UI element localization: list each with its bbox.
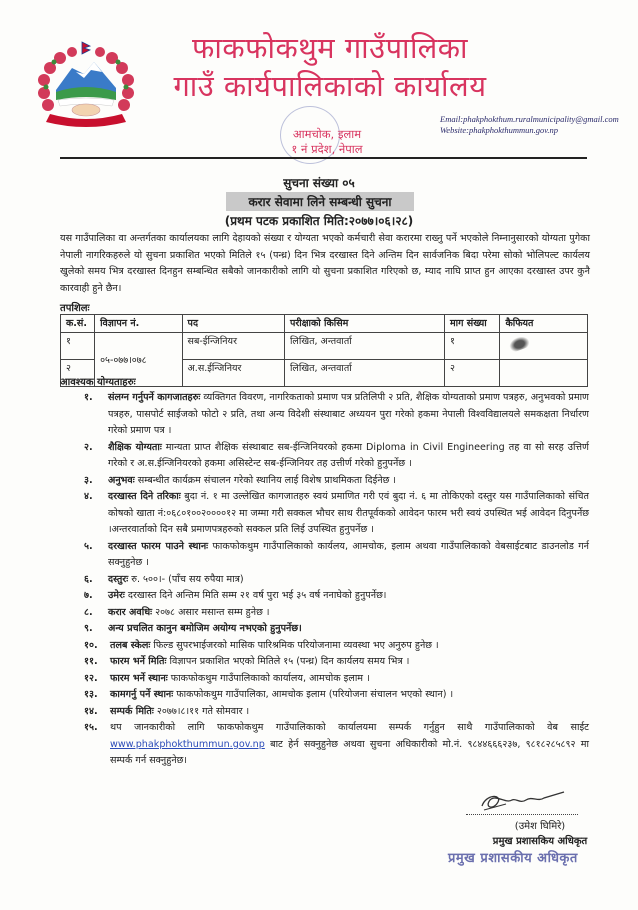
requirement-item [84,390,589,440]
item-text: दरखास्त दिने अन्तिम मिति सम्म २१ वर्ष पुरा भई ३५ वर्ष ननाघेको हुनुपर्नेछ। [124,590,387,601]
item-text: फाकफोकथुम गाउँपालिकाको कार्यालय, आमचोक इलाम । [167,672,370,684]
item-text: फाकफोकथुम गाउँपालिका, आमचोक इलाम (परियोजना संचालन भएको स्थान) । [173,689,454,700]
nepal-emblem-icon [36,40,136,132]
notice-published-date: (प्रथम पटक प्रकाशित मिति:२०७७।०६।२८) [224,214,414,228]
col-header-remarks: कैफियत [500,315,588,333]
requirement-item [84,704,589,721]
cell-remarks [500,360,588,387]
item-key: संलग्न गर्नुपर्ने कागजातहरुः [108,392,201,403]
website-link[interactable]: www.phakphokthummun.gov.np [110,738,265,750]
requirement-item [84,489,589,539]
requirement-item [84,572,589,589]
item-number: १. [84,392,93,403]
table-header-row [61,315,588,333]
cell-demand: २ [445,360,500,387]
item-number: १०. [84,639,98,651]
signature-icon [476,790,566,814]
notice-subject: करार सेवामा लिने सम्बन्धी सुचना [226,192,414,211]
item-key: सम्पर्क मितिः [110,705,154,717]
item-text: बुदा नं. १ मा उल्लेखित कागजातहरु स्वयं प्रमाणित गरी एवं बुदा नं. ६ मा तोकिएको दस्तुर यस गाउँपालिकाको संचित कोषको खाता नं:०६८०१००२००००१२ मा जम्मा गरी सक्कल भौचर साथ रीतपूर्वकको आवेदन फारम भरी स्वयं उपस्थित भई आवेदन दिनुपर्नेछ ।अन्तरवार्ताको दिन सबै प्रमाणपत्रहरुको सक्कल प्रति लिई उपस्थित हुनुपर्नेछ । [108,491,589,535]
requirement-item [84,473,589,490]
requirement-item [84,588,589,605]
cell-sn: १ [61,333,95,360]
item-number: २. [84,441,93,453]
item-text: २०७८ असार मसान्त सम्म हुनेछ । [152,606,270,618]
requirement-item-contact [84,720,589,770]
item-text: फिल्ड सुपरभाईजरको मासिक पारिश्रमिक परियोजनामा व्यवस्था भए अनुरुप हुनेछ । [150,639,439,651]
col-header-ad-no: विज्ञापन नं. [95,315,182,333]
cell-exam-type: लिखित, अन्तवार्ता [284,360,444,387]
item-key: फारम भर्ने मितिः [110,656,167,667]
item-number: ४. [84,491,93,502]
item-key: फारम भर्ने स्थानः [110,672,168,684]
col-header-exam-type: परीक्षाको किसिम [284,315,444,333]
item-number: १३. [84,689,98,700]
item-key: दरखास्त फारम पाउने स्थानः [108,540,209,552]
item-key: उमेरः [108,590,125,601]
col-header-demand: माग संख्या [445,315,500,333]
item-number: १५. [84,722,98,733]
signatory-name: (उमेश घिमिरे) [514,821,566,832]
requirement-item [84,605,589,622]
requirement-item [84,638,589,655]
item-text: विज्ञापन प्रकाशित भएको मितिले १५ (पन्ध्र) दिन कार्यलय समय भित्र । [166,656,410,667]
header-divider [60,157,587,159]
requirement-item [84,539,589,572]
item-text: मान्यता प्राप्त शैक्षिक संस्थाबाट सब-ईन्जिनियरको हकमा Diploma in Civil Engineering तह वा सो सरह उत्तिर्ण गरेको र अ.स.ईन्जिनियरको हकमा असिस्टेन्ट सब-ईन्जिनियर तह उत्तीर्ण गरेको हुनुपर्नेछ । [108,441,589,469]
notice-number: सुचना संख्या ०५ [283,176,355,190]
item-key: कामगर्नु पर्ने स्थानः [110,689,174,700]
official-stamp: प्रमुख प्रशासकीय अधिकृत [448,851,578,866]
vacancy-table [60,314,588,387]
requirement-item [84,621,589,638]
cell-sn: २ [61,360,95,387]
item-number: ५. [84,540,93,552]
item-number: ७. [84,590,93,601]
cell-ad-number: ०५-०७७।०७८ [95,333,182,387]
item-text: फाकफोकथुम गाउँपालिकाको कार्यलय, आमचोक, इलाम अथवा गाउँपालिकाको वेबसाईटबाट डाउनलोड गर्न सक्नुहुनेछ । [108,540,589,568]
item-text: बाट हेर्न सक्नुहुनेछ अथवा सुचना अधिकारीको मो.नं. ९८४४६६६२३७, ९८१८२८५८९२ मा सम्पर्क गर्न सक्नुहुनेछ। [110,738,589,766]
requirement-item [84,671,589,688]
cell-post: सब-ईन्जिनियर [182,333,284,360]
item-number: ९. [84,623,93,634]
item-text: व्यक्तिगत विवरण, नागरिकताको प्रमाण पत्र प्रतिलिपी २ प्रति, शैक्षिक योग्यताको प्रमाण पत्रहरु, अनुभवको प्रमाण पत्रहरु, पासपोर्ट साईजको फोटो २ प्रति, तथा अन्य विदेशी संस्थाबाट अध्ययन पुरा गरेको हकमा नेपाली विश्वविद्यालयले समकक्षता निर्धारण गरेको प्रमाण पत्र । [108,392,589,436]
requirement-item [84,440,589,473]
office-title: गाउँ कार्यपालिकाको कार्यालय [173,69,487,103]
signatory-title: प्रमुख प्रशासकिय अधिकृत [492,836,588,847]
signature-line [466,814,578,815]
requirement-item [84,687,589,704]
contact-email: Email:phakphokthum.ruralmunicipality@gmail.com [440,114,619,124]
item-key: शैक्षिक योग्यताः [108,441,162,453]
cell-remarks [500,333,588,360]
requirements-label: आवश्यक योग्यताहरुः [60,377,136,388]
col-header-post: पद [182,315,284,333]
item-number: ११. [84,656,98,667]
item-key: दरखास्त दिने तरिकाः [108,491,181,502]
item-number: ३. [84,474,93,486]
item-key: तलब स्केलः [110,639,151,651]
item-key: अन्य प्रचलित कानुन बमोजिम अयोग्य नभएको हुनुपर्नेछ। [108,623,302,634]
item-text: रु. ५००।- (पाँच सय रुपैया मात्र) [128,573,244,585]
address-line-2: १ नं प्रदेश, नेपाल [291,142,363,156]
item-number: ६. [84,573,93,585]
notice-intro-paragraph: यस गाउँपालिका वा अन्तर्गतका कार्यालयका लागि देहायको संख्या र योग्यता भएको कर्मचारी सेवा करारमा राख्नु पर्ने भएकोले निम्नानुसारको योग्यता पुगेका नेपाली नागरिकहरुले यो सुचना प्रकाशित भएको मितिले १५ (पन्ध्र) दिन भित्र दरखास्त दिने अन्तिम दिन सार्वजनिक बिदा परेमा सोको भोलिपल्ट कार्यलय खुलेको समय भित्र दरखास्त दिनहुन सम्बन्धित सबैको जानकारीको लागि यो सुचना प्रकाशित गरिएको छ, म्याद नाघि प्राप्त हुन आएका दरखास्त उपर कुनै कारवाही हुने छैन। [60,233,590,294]
initial-scribble-icon [506,332,533,353]
requirement-item [84,654,589,671]
item-number: १४. [84,705,98,717]
cell-post: अ.स.ईन्जिनियर [182,360,284,387]
item-text: थप जानकारीको लागि फाकफोकथुम गाउँपालिकाको कार्यालयमा सम्पर्क गर्नुहुन साथै गाउँपालिकाको वेब साईट [110,722,589,733]
item-key: दस्तुरः [108,573,129,585]
col-header-sn: क.सं. [61,315,95,333]
item-key: अनुभवः [108,474,135,486]
requirements-list [84,390,589,770]
item-text: सम्बन्धीत कार्यक्रम संचालन गरेको स्थानिय लाई विशेष प्राथमिकता दिईनेछ । [134,474,397,486]
details-label: तपशिलः [60,303,90,314]
table-row [61,333,588,360]
cell-demand: १ [445,333,500,360]
item-number: १२. [84,672,98,684]
item-key: करार अवधिः [108,606,153,618]
item-number: ८. [84,606,93,618]
address-line-1: आमचोक, इलाम [292,127,362,141]
item-text: २०७७।८।११ गते सोमवार । [153,705,250,717]
cell-exam-type: लिखित, अन्तवार्ता [284,333,444,360]
municipality-title: फाकफोकथुम गाउँपालिका [191,31,469,65]
contact-website: Website:phakphokthummun.gov.np [440,125,559,135]
